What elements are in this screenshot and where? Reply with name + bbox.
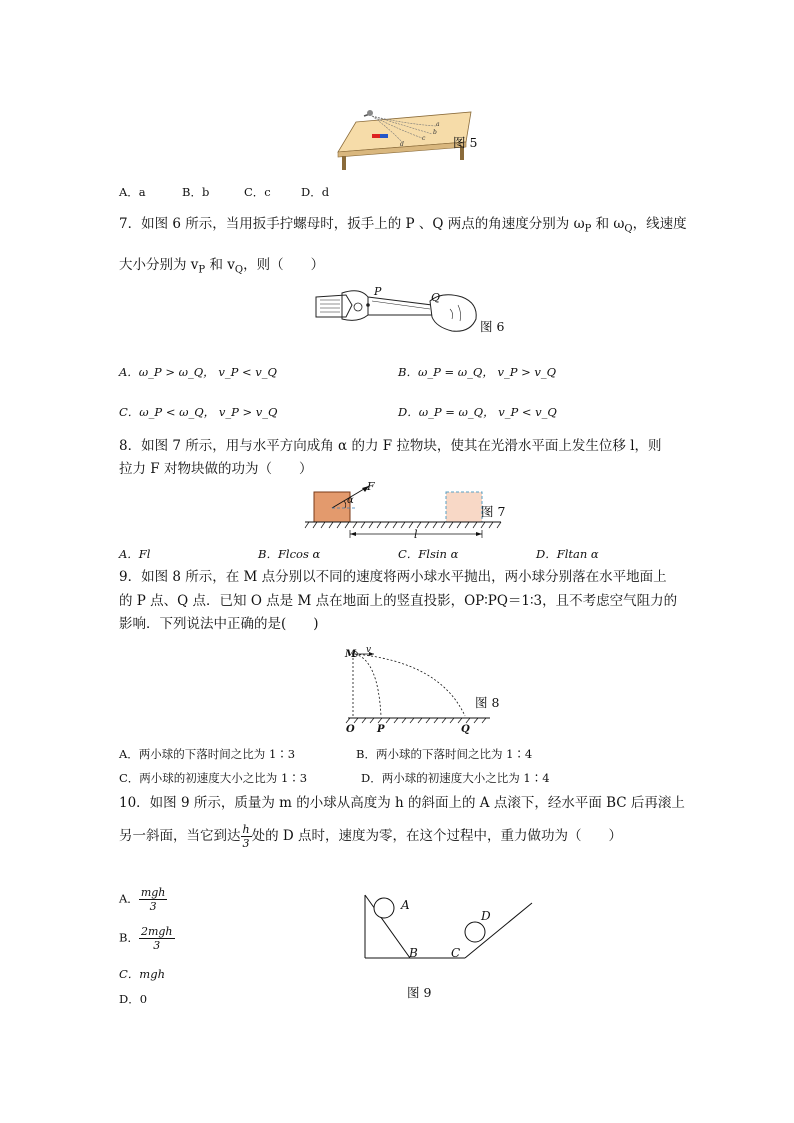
q10-height-fraction: $\frac{h}{3}$	[242, 823, 250, 850]
fig6-point-p: P	[374, 285, 382, 298]
q10-option-b[interactable]: B． $\frac{\text{2mgh}}{3}$	[119, 925, 173, 952]
fig6-point-q: Q	[431, 291, 441, 304]
q7-option-b[interactable]: B．ω_P = ω_Q， v_P > v_Q	[398, 365, 557, 379]
q9-option-d[interactable]: D．两小球的初速度大小之比为 1∶4	[361, 771, 550, 785]
q6-option-b[interactable]: B．b	[182, 185, 210, 199]
q6-option-c[interactable]: C．c	[244, 185, 271, 199]
q10-option-a[interactable]: A． $\frac{\text{mgh}}{3}$	[119, 886, 166, 913]
figure-5-label: 图 5	[453, 135, 478, 150]
figure-8-projectile-diagram	[340, 644, 500, 736]
fig5-mark-c: c	[422, 135, 426, 142]
fig9-point-b: B	[409, 946, 418, 960]
q10-question-line2: 另一斜面，当它到达 $\frac{h}{3}$ 处的 D 点时，速度为零，在这个过程中，重力做功为（ ）	[119, 823, 622, 850]
fig7-displacement-label: l	[414, 528, 418, 541]
q9-option-a[interactable]: A．两小球的下落时间之比为 1∶3	[119, 747, 296, 761]
fig8-velocity-label: v	[366, 645, 372, 655]
q10-option-d[interactable]: D．0	[119, 992, 148, 1006]
fig7-force-label: F	[367, 480, 375, 493]
q10-option-c[interactable]: C．mgh	[119, 967, 165, 981]
fig8-point-q: Q	[461, 724, 470, 735]
fig9-point-d: D	[481, 909, 491, 923]
q7-option-d[interactable]: D．ω_P = ω_Q， v_P < v_Q	[398, 405, 557, 419]
q6-option-a[interactable]: A．a	[119, 185, 146, 199]
fig9-point-c: C	[451, 946, 461, 960]
figure-6-label: 图 6	[480, 319, 505, 334]
q9-question-line3: 影响．下列说法中正确的是( )	[119, 616, 319, 632]
figure-8-label: 图 8	[475, 695, 500, 710]
q9-question-line2: 的 P 点、Q 点．已知 O 点是 M 点在地面上的竖直投影，OP∶PQ＝1∶3，且不考虑空气阻力的	[119, 593, 678, 609]
figure-7-label: 图 7	[481, 504, 506, 519]
fig8-point-o: O	[346, 724, 355, 735]
q10-question-line1: 10．如图 9 所示，质量为 m 的小球从高度为 h 的斜面上的 A 点滚下，经水平面 BC 后再滚上	[119, 795, 685, 811]
fig8-point-p: P	[377, 724, 385, 735]
q8-option-b[interactable]: B．Flcos α	[258, 547, 321, 561]
fig5-mark-b: b	[433, 129, 437, 136]
fig5-mark-a: a	[436, 121, 440, 128]
q9-option-b[interactable]: B．两小球的下落时间之比为 1∶4	[356, 747, 533, 761]
fig5-mark-d: d	[400, 141, 404, 148]
q7-question-line1: 7．如图 6 所示，当用扳手拧螺母时，扳手上的 P 、Q 两点的角速度分别为 $\omega_P$ 和 $\omega_Q$，线速度	[119, 216, 687, 235]
q8-option-d[interactable]: D．Fltan α	[536, 547, 599, 561]
q7-question-line2: 大小分别为 $v_P$ 和 $v_Q$，则（ ）	[119, 257, 325, 276]
q7-option-c[interactable]: C．ω_P < ω_Q， v_P > v_Q	[119, 405, 278, 419]
q9-question-line1: 9．如图 8 所示，在 M 点分别以不同的速度将两小球水平抛出，两小球分别落在水平地面上	[119, 569, 667, 585]
q8-option-c[interactable]: C．Flsin α	[398, 547, 459, 561]
figure-9-label: 图 9	[407, 985, 432, 1000]
q8-question-line1: 8．如图 7 所示，用与水平方向成角 α 的力 F 拉物块，使其在光滑水平面上发生位移 l，则	[119, 438, 662, 454]
q7-option-a[interactable]: A．ω_P > ω_Q， v_P < v_Q	[119, 365, 277, 379]
fig9-point-a: A	[401, 898, 410, 912]
figure-6-wrench-diagram	[312, 283, 482, 341]
fig7-angle-label: α	[347, 495, 354, 506]
q6-option-d[interactable]: D．d	[301, 185, 330, 199]
q8-option-a[interactable]: A．Fl	[119, 547, 151, 561]
fig8-point-m: M	[345, 649, 357, 660]
q9-option-c[interactable]: C．两小球的初速度大小之比为 1∶3	[119, 771, 308, 785]
q8-question-line2: 拉力 F 对物块做的功为（ ）	[119, 461, 313, 477]
figure-9-slopes-diagram	[360, 890, 540, 970]
